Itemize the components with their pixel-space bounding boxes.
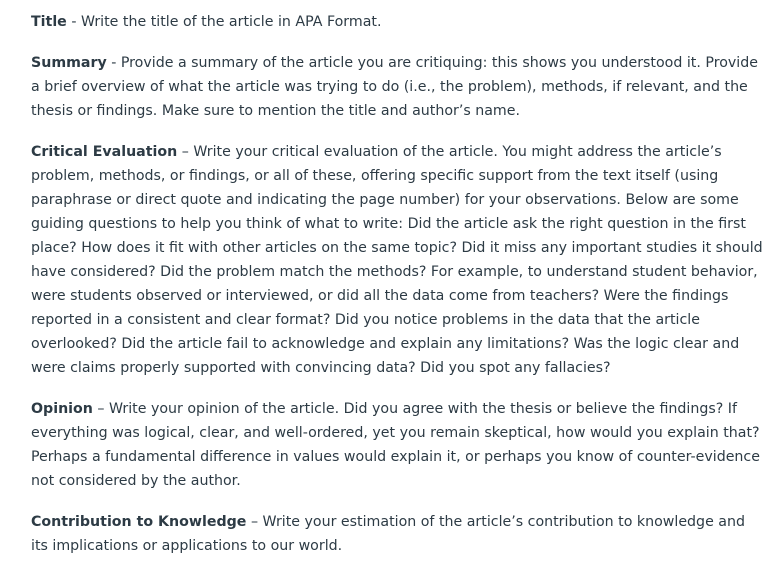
title-description: - Write the title of the article in APA Format. (66, 14, 382, 30)
critical-evaluation-paragraph (31, 140, 766, 380)
summary-description: - Provide a summary of the article you are critiquing: this shows you understood it. Provide a brief overview of what the article was trying to do (i.e., the problem), methods, if relevant, and the thesis or findings. Make sure to mention the title and author’s name. (31, 55, 758, 119)
critical-evaluation-description: – Write your critical evaluation of the article. You might address the article’s problem, methods, or findings, or all of these, offering specific support from the text itself (using paraphrase or direct quote and indicating the page number) for your observations. Below are some guiding questions to help you think of what to write: Did the article ask the right question in the first place? How does it fit with other articles on the same topic? Did it miss any important studies it should have considered? Did the problem match the methods? For example, to understand student behavior, were students observed or interviewed, or did all the data come from teachers? Were the findings reported in a consistent and clear format? Did you notice problems in the data that the article overlooked? Did the article fail to acknowledge and explain any limitations? Was the logic clear and were claims properly supported with convincing data? Did you spot any fallacies? (31, 144, 763, 376)
opinion-paragraph (31, 397, 766, 493)
contribution-term: Contribution to Knowledge (31, 514, 247, 530)
title-paragraph (31, 10, 766, 34)
opinion-description: – Write your opinion of the article. Did you agree with the thesis or believe the findings? If everything was logical, clear, and well-ordered, yet you remain skeptical, how would you explain that? Perhaps a fundamental difference in values would explain it, or perhaps you know of counter-evidence not considered by the author. (31, 401, 760, 489)
title-term: Title (31, 14, 67, 30)
opinion-term: Opinion (31, 401, 93, 417)
summary-term: Summary (31, 55, 107, 71)
assignment-instructions (31, 10, 766, 575)
contribution-description: – Write your estimation of the article’s contribution to knowledge and its implications or applications to our world. (31, 514, 745, 554)
critical-evaluation-term: Critical Evaluation (31, 144, 178, 160)
contribution-paragraph (31, 510, 766, 558)
summary-paragraph (31, 51, 766, 123)
